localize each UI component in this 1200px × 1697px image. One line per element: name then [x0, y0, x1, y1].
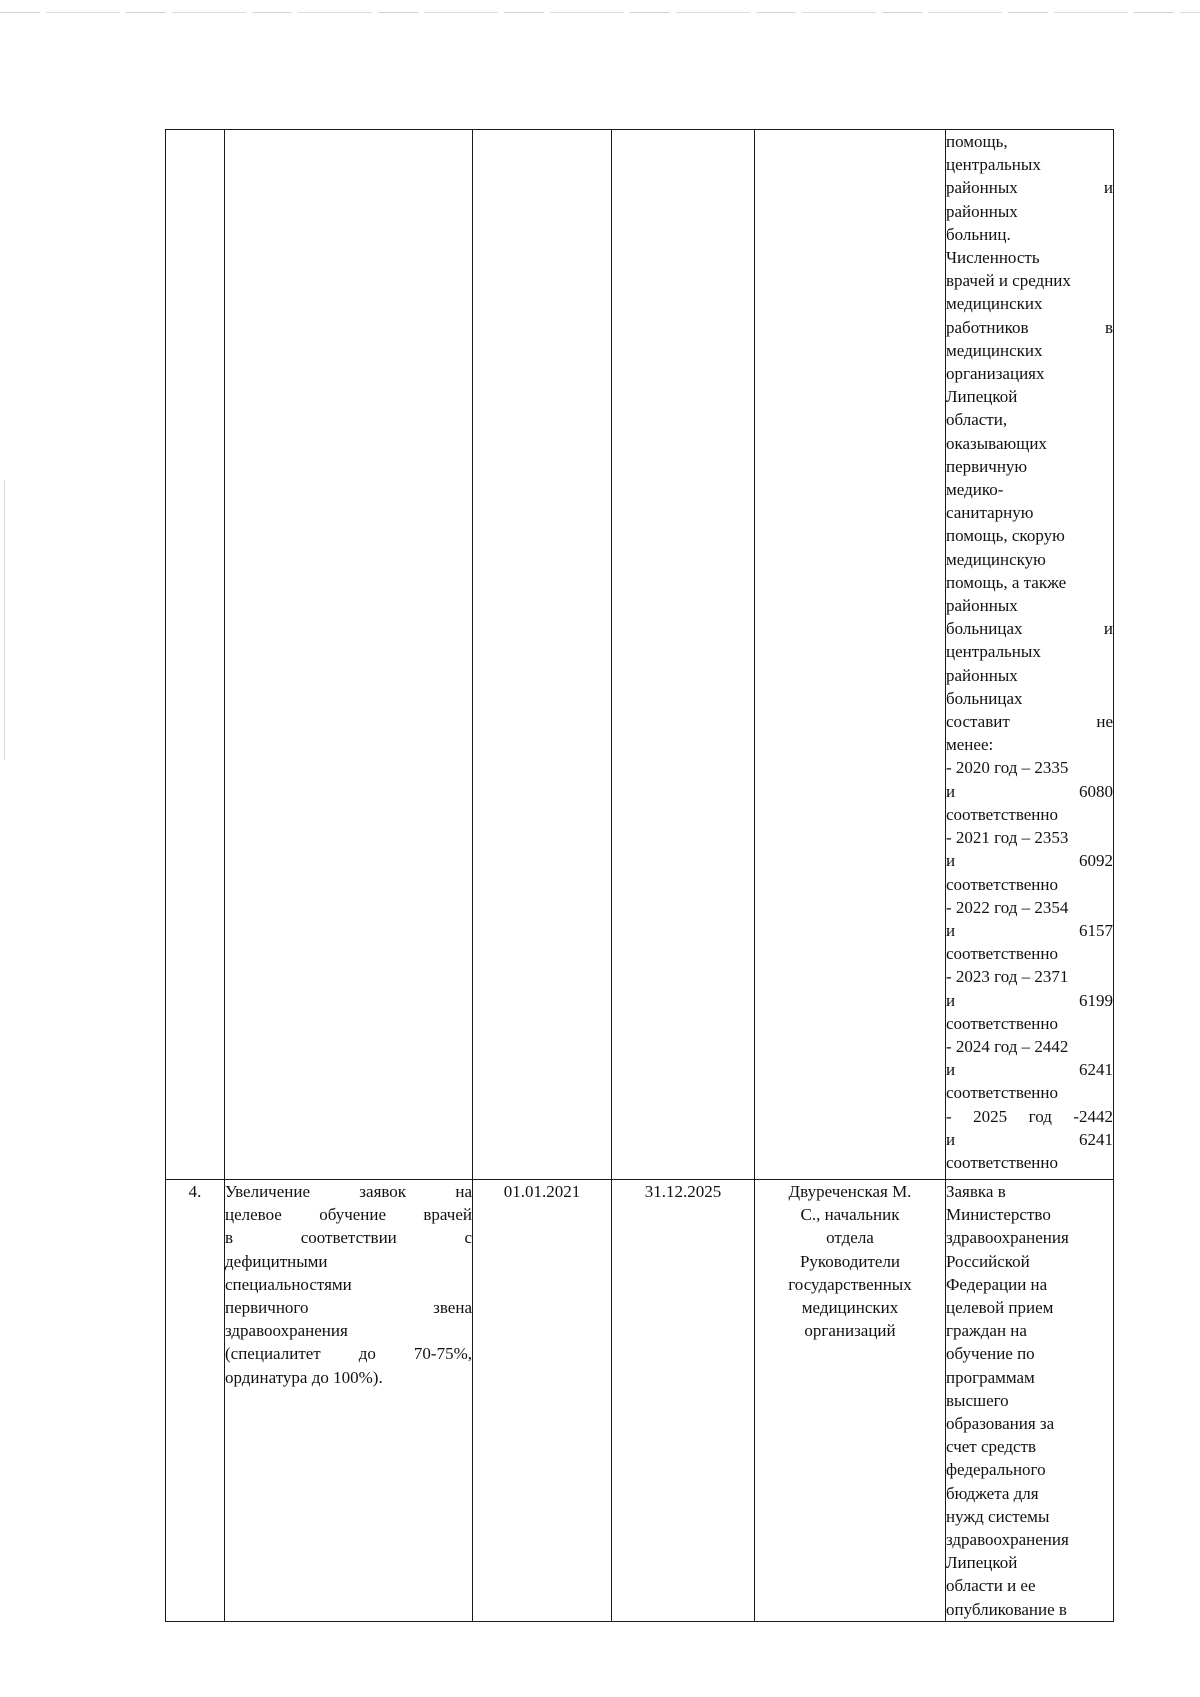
- text-line: и 6241: [946, 1129, 1113, 1149]
- cell-result-continued: [946, 130, 1114, 1180]
- plan-table: [165, 129, 1114, 1622]
- text-line: врачей и средних: [946, 271, 1071, 291]
- text-line: Увеличение заявок на: [225, 1182, 472, 1201]
- cell-end-date: 31.12.2025: [612, 1180, 755, 1622]
- text-line: счет средств: [946, 1437, 1036, 1457]
- text-line: нужд системы: [946, 1506, 1050, 1526]
- text-line: - 2023 год – 2371: [946, 967, 1069, 987]
- result-text: [946, 1180, 1113, 1621]
- activity-text: [225, 1180, 472, 1389]
- text-line: медицинскую: [946, 549, 1046, 569]
- text-line: - 2020 год – 2335: [946, 758, 1069, 778]
- scan-edge-top: [0, 12, 1200, 13]
- text-line: Численность: [946, 248, 1040, 268]
- cell-activity-empty: [225, 130, 473, 1180]
- text-line: центральных: [946, 642, 1041, 662]
- text-line: ординатура до 100%).: [225, 1367, 383, 1387]
- text-line: образования за: [946, 1414, 1055, 1434]
- text-line: и 6080: [946, 781, 1113, 801]
- cell-responsible-empty: [755, 130, 946, 1180]
- text-line: и 6092: [946, 851, 1113, 871]
- text-line: районных: [946, 665, 1018, 685]
- table-row-continued: [166, 130, 1114, 1180]
- text-line: центральных: [946, 155, 1041, 175]
- cell-activity: [225, 1180, 473, 1622]
- text-line: и 6241: [946, 1060, 1113, 1080]
- cell-responsible: Двуреченская М. С., начальник отдела Руководители государственных медицинских организаций: [755, 1180, 946, 1622]
- text-line: соответственно: [946, 874, 1059, 894]
- text-line: соответственно: [946, 944, 1059, 964]
- text-line: соответственно: [946, 804, 1059, 824]
- text-line: федерального: [946, 1460, 1046, 1480]
- text-line: больницах: [946, 688, 1023, 708]
- text-line: санитарную: [946, 503, 1034, 523]
- text-line: оказывающих: [946, 433, 1047, 453]
- text-line: медицинских: [946, 340, 1043, 360]
- text-line: Российской: [946, 1251, 1030, 1271]
- text-line: целевой прием: [946, 1298, 1054, 1318]
- text-line: в соответствии с: [225, 1228, 472, 1248]
- cell-end-date-empty: [612, 130, 755, 1180]
- text-line: области,: [946, 410, 1008, 430]
- text-line: Федерации на: [946, 1274, 1048, 1294]
- text-line: дефицитными: [225, 1251, 328, 1271]
- text-line: первичного звена: [225, 1298, 472, 1318]
- text-line: опубликование в: [946, 1599, 1067, 1619]
- text-line: районных: [946, 201, 1018, 221]
- text-line: помощь, скорую: [946, 526, 1065, 546]
- text-line: обучение по: [946, 1344, 1035, 1364]
- text-line: составит не: [946, 712, 1113, 732]
- cell-number: 4.: [166, 1180, 225, 1622]
- cell-start-date: 01.01.2021: [473, 1180, 612, 1622]
- cell-result: [946, 1180, 1114, 1622]
- text-line: целевое обучение врачей: [225, 1205, 472, 1225]
- text-line: организациях: [946, 364, 1045, 384]
- text-line: первичную: [946, 456, 1028, 476]
- table-row-4: [166, 1180, 1114, 1622]
- text-line: районных: [946, 596, 1018, 616]
- text-line: соответственно: [946, 1152, 1059, 1172]
- text-line: (специалитет до 70-75%,: [225, 1344, 472, 1364]
- text-line: помощь, а также: [946, 572, 1067, 592]
- text-line: - 2022 год – 2354: [946, 897, 1069, 917]
- text-line: соответственно: [946, 1013, 1059, 1033]
- cell-start-date-empty: [473, 130, 612, 1180]
- text-line: Заявка в: [946, 1182, 1006, 1201]
- text-line: соответственно: [946, 1083, 1059, 1103]
- text-line: медико-: [946, 480, 1004, 500]
- text-line: медицинских: [946, 294, 1043, 314]
- text-line: менее:: [946, 735, 994, 755]
- text-line: больницах и: [946, 619, 1113, 639]
- text-line: - 2025 год -2442: [946, 1106, 1113, 1126]
- text-line: программам: [946, 1367, 1035, 1387]
- scan-edge-left: [4, 480, 5, 760]
- text-line: районных и: [946, 178, 1113, 198]
- text-line: и 6199: [946, 990, 1113, 1010]
- text-line: высшего: [946, 1390, 1009, 1410]
- text-line: области и ее: [946, 1576, 1036, 1596]
- text-line: здравоохранения: [946, 1530, 1069, 1550]
- text-line: граждан на: [946, 1321, 1027, 1341]
- text-line: - 2024 год – 2442: [946, 1036, 1069, 1056]
- result-text-continued: [946, 130, 1113, 1174]
- text-line: Министерство: [946, 1205, 1051, 1225]
- text-line: специальностями: [225, 1274, 352, 1294]
- text-line: здравоохранения: [225, 1321, 348, 1341]
- text-line: - 2021 год – 2353: [946, 828, 1069, 848]
- text-line: работников в: [946, 317, 1113, 337]
- text-line: и 6157: [946, 920, 1113, 940]
- text-line: помощь,: [946, 132, 1008, 151]
- text-line: здравоохранения: [946, 1228, 1069, 1248]
- text-line: бюджета для: [946, 1483, 1039, 1503]
- text-line: больниц.: [946, 224, 1011, 244]
- text-line: Липецкой: [946, 387, 1018, 407]
- text-line: Липецкой: [946, 1553, 1018, 1573]
- cell-number-empty: [166, 130, 225, 1180]
